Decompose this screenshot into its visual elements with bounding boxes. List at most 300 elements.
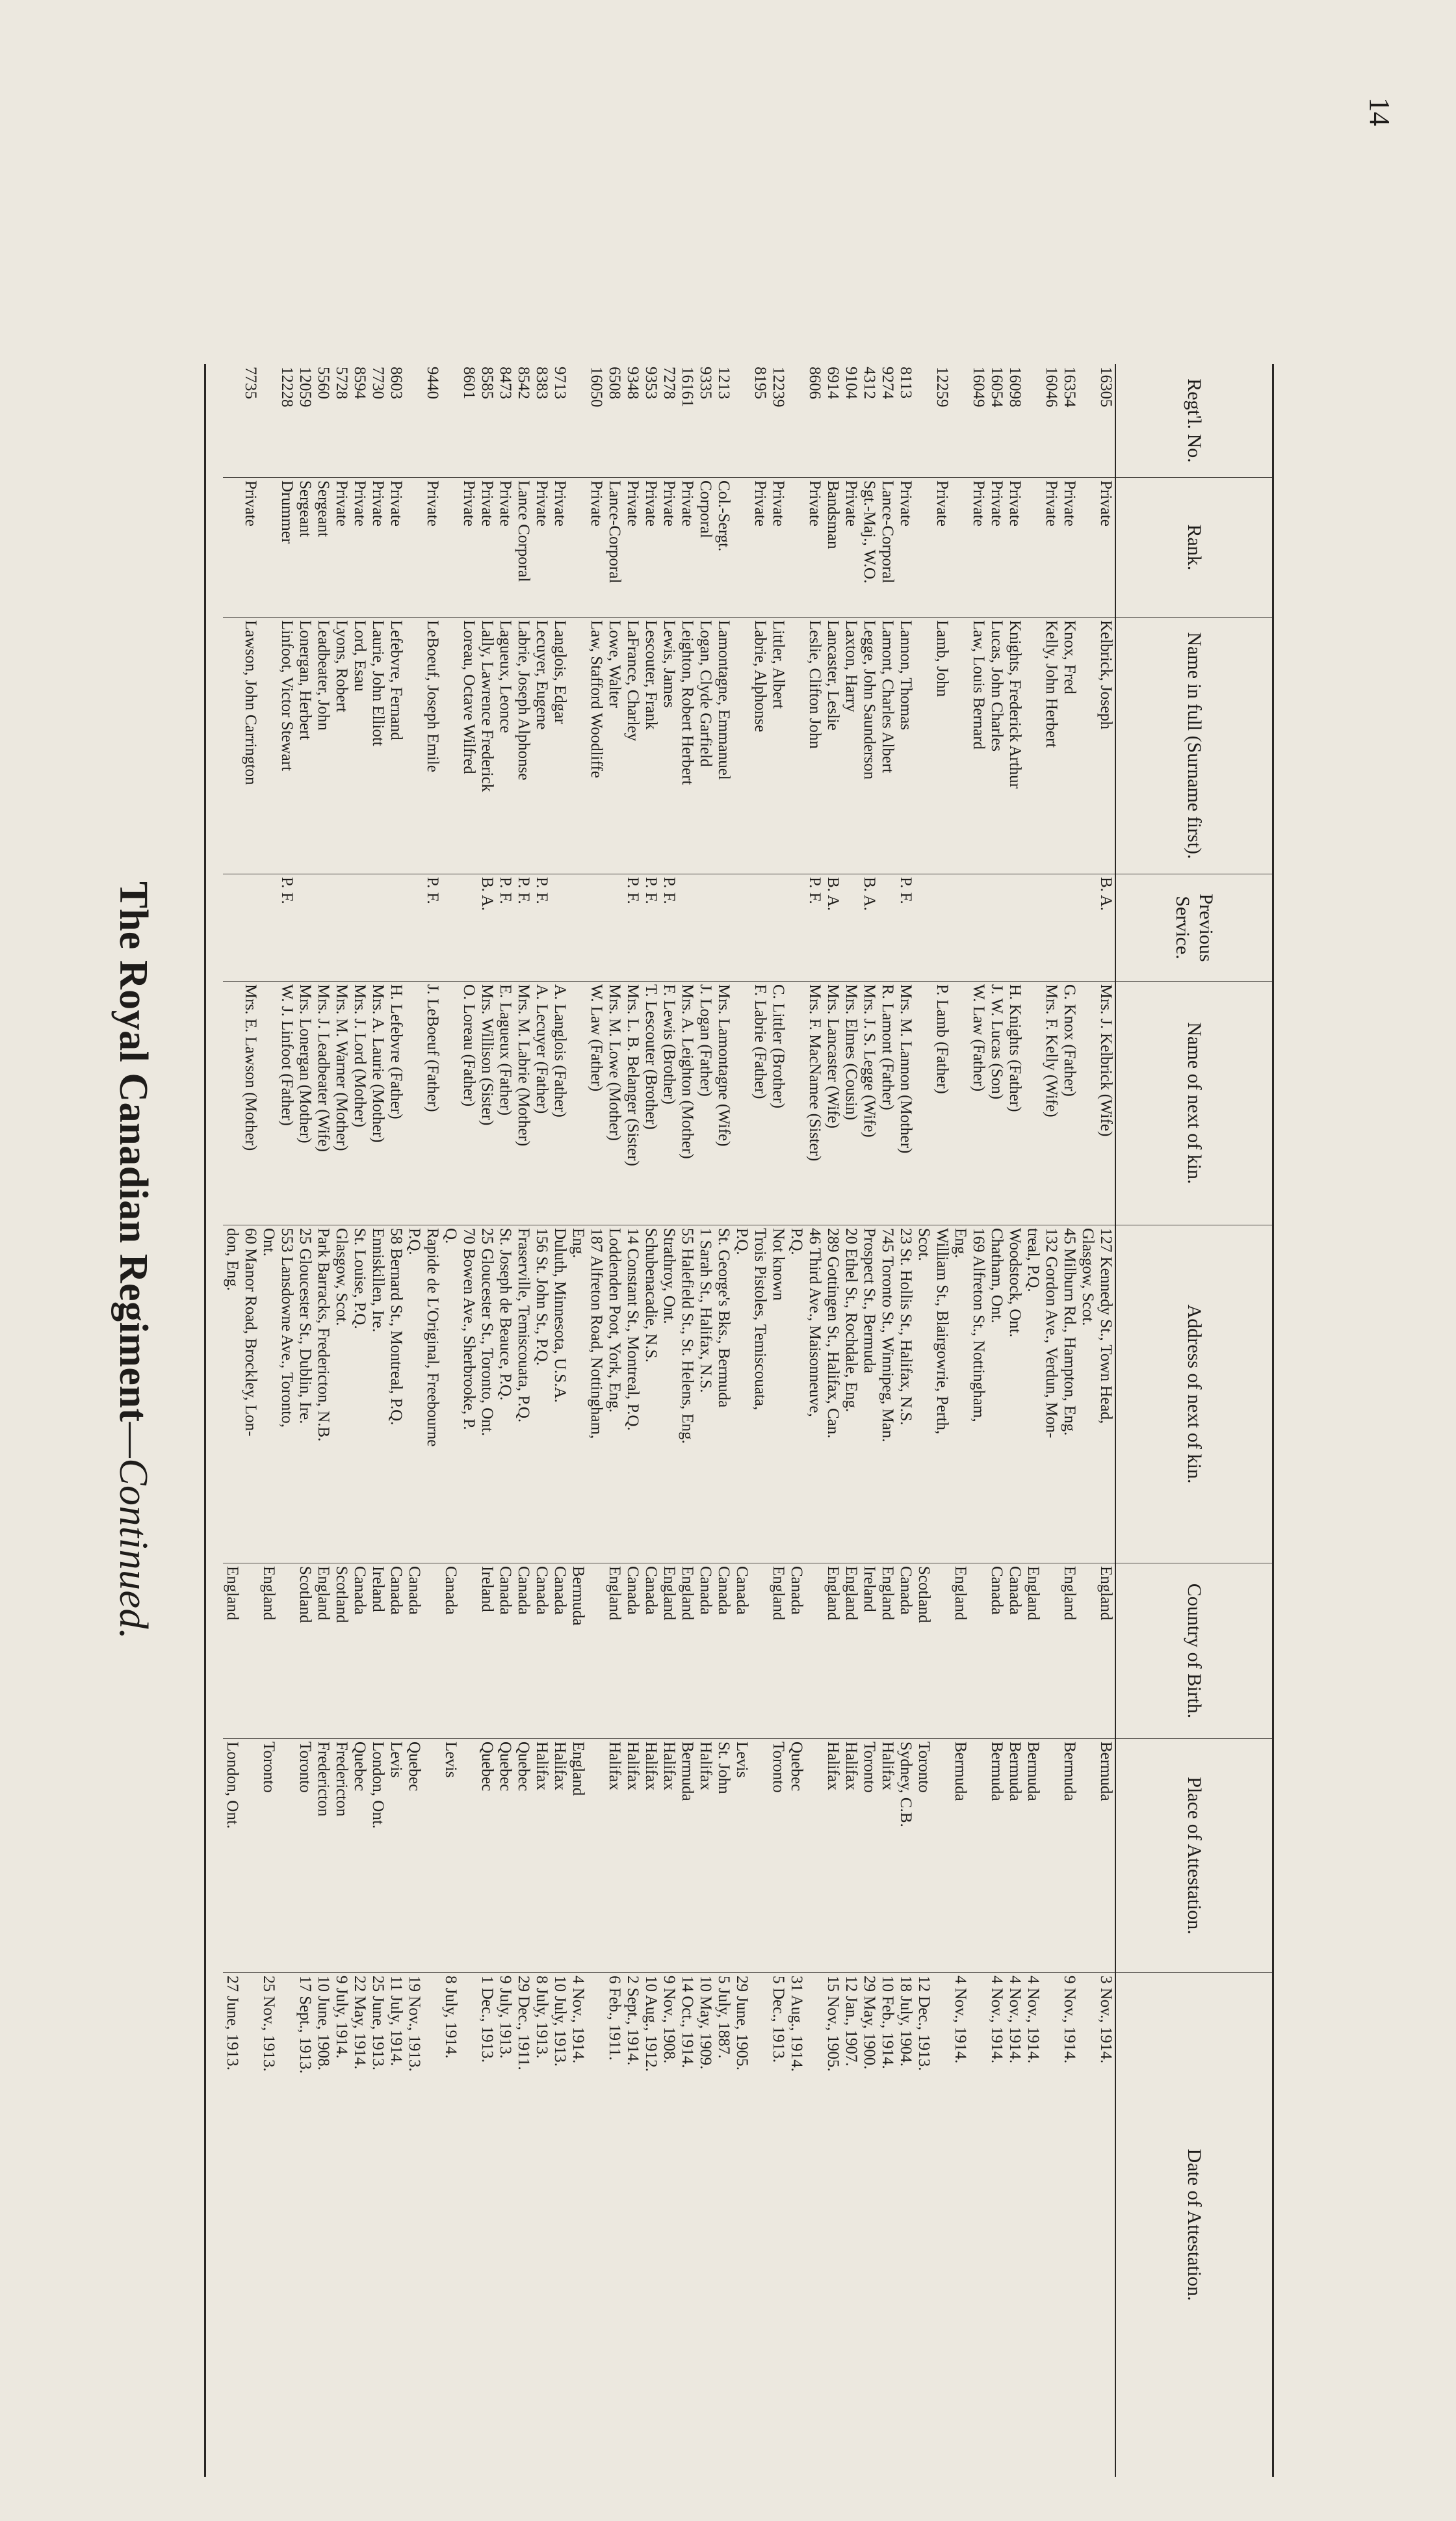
- col-country-cell: Canada: [987, 1563, 1006, 1739]
- col-place-cell: Levis: [733, 1739, 751, 1973]
- col-place-cell: Bermuda: [678, 1739, 696, 1973]
- col-place-cell: Halifax: [551, 1739, 569, 1973]
- col-name-cell: Lescouter, Frank: [642, 618, 660, 874]
- col-place-cell: [1042, 1739, 1060, 1973]
- col-name-cell: Lonergan, Herbert: [296, 618, 314, 874]
- col-regt-no-cell: [259, 364, 278, 478]
- col-date-cell: 4 Nov., 1914.: [952, 1976, 969, 2064]
- col-next-of-kin-cell: Mrs. A. Laurie (Mother): [369, 982, 387, 1225]
- col-next-of-kin-cell: [223, 982, 241, 1225]
- col-previous-service-cell: P. F.: [496, 874, 514, 982]
- col-next-of-kin-cell: H. Knights (Father): [1006, 982, 1024, 1225]
- col-regt-no-cell: 12259: [933, 364, 951, 478]
- col-previous-service-cell: B. A.: [860, 874, 878, 982]
- col-name-cell: Labrie, Alphonse: [751, 618, 769, 874]
- col-next-of-kin-cell: Mrs. F. Kelly (Wife): [1042, 982, 1060, 1225]
- col-next-of-kin-cell: H. Lefebvre (Father): [387, 982, 405, 1225]
- col-address-cell: Prospect St., Bermuda: [860, 1225, 878, 1563]
- col-rank-cell: [915, 478, 933, 618]
- col-place-cell: St. John: [714, 1739, 733, 1973]
- table-row: [478, 364, 496, 2477]
- col-name-cell: Lawson, John Carrington: [241, 618, 259, 874]
- col-address-cell: Not known: [769, 1225, 787, 1563]
- col-country-cell: Ireland: [369, 1563, 387, 1739]
- col-name-cell: [441, 618, 460, 874]
- col-country-cell: England: [605, 1563, 623, 1739]
- col-previous-service-cell: [787, 874, 805, 982]
- col-address-cell: St. Louise, P.Q.: [350, 1225, 369, 1563]
- col-rank-cell: Private: [532, 478, 551, 618]
- col-regt-no-cell: 9440: [423, 364, 441, 478]
- col-regt-no-cell: 7278: [660, 364, 678, 478]
- col-name-cell: [915, 618, 933, 874]
- col-name-cell: Lamont, Charles Albert: [878, 618, 896, 874]
- col-previous-service-cell: [951, 874, 969, 982]
- col-country-cell: Canada: [514, 1563, 532, 1739]
- col-place-cell: Toronto: [259, 1739, 278, 1973]
- col-regt-no-cell: [569, 364, 587, 478]
- col-date-cell: 18 July, 1904.: [897, 1976, 915, 2067]
- col-next-of-kin-cell: W. Law (Father): [587, 982, 605, 1225]
- col-date-cell: 9 July, 1914.: [333, 1976, 350, 2059]
- col-rank-cell: Private: [350, 478, 369, 618]
- col-regt-no-cell: 8195: [751, 364, 769, 478]
- col-address-cell: P.Q.: [787, 1225, 805, 1563]
- col-address-cell: 20 Ethel St., Rochdale, Eng.: [842, 1225, 860, 1563]
- col-address-cell: don, Eng.: [223, 1225, 241, 1563]
- col-date-cell: 9 Nov., 1908.: [660, 1976, 678, 2064]
- col-country-cell: Canada: [642, 1563, 660, 1739]
- col-date-cell: 29 May, 1900.: [861, 1976, 878, 2070]
- col-next-of-kin-cell: F. Lewis (Brother): [660, 982, 678, 1225]
- col-name-cell: Langlois, Edgar: [551, 618, 569, 874]
- col-rank-cell: Private: [678, 478, 696, 618]
- table-row: [878, 364, 896, 2477]
- col-regt-no-cell: 9335: [696, 364, 714, 478]
- col-next-of-kin-cell: W. J. Linfoot (Father): [278, 982, 296, 1225]
- table-row: [933, 364, 951, 2477]
- col-address-cell: 60 Manor Road, Brockley, Lon-: [241, 1225, 259, 1563]
- col-previous-service-cell: P. F.: [532, 874, 551, 982]
- table-row: [896, 364, 915, 2477]
- col-name-cell: [1078, 618, 1097, 874]
- table-row: [496, 364, 514, 2477]
- col-regt-no-cell: 5560: [314, 364, 332, 478]
- col-previous-service-cell: B. A.: [824, 874, 842, 982]
- col-next-of-kin-cell: [569, 982, 587, 1225]
- col-rank-cell: Private: [1006, 478, 1024, 618]
- col-previous-service-cell: [405, 874, 423, 982]
- col-date-cell: 10 Feb., 1914.: [879, 1976, 896, 2069]
- col-country-cell: [805, 1563, 824, 1739]
- col-place-cell: Halifax: [878, 1739, 896, 1973]
- col-regt-no-cell: [733, 364, 751, 478]
- col-name-cell: Laurie, John Elliott: [369, 618, 387, 874]
- col-next-of-kin-cell: Mrs. J. Kelbrick (Wife): [1097, 982, 1115, 1225]
- col-date-cell: 4 Nov., 1914.: [1024, 1976, 1042, 2064]
- col-rank-cell: Bandsman: [824, 478, 842, 618]
- col-next-of-kin-cell: E. Lagueux (Father): [496, 982, 514, 1225]
- col-previous-service-cell: [1078, 874, 1097, 982]
- col-rank-cell: Private: [987, 478, 1006, 618]
- col-date-cell: 11 July, 1914.: [387, 1976, 405, 2067]
- col-next-of-kin-cell: Mrs. M. Lannon (Mother): [896, 982, 915, 1225]
- col-next-of-kin-cell: [787, 982, 805, 1225]
- col-address-cell: 553 Lansdowne Ave., Toronto,: [278, 1225, 296, 1563]
- col-regt-no-cell: 8542: [514, 364, 532, 478]
- col-next-of-kin-cell: O. Loreau (Father): [460, 982, 478, 1225]
- table-row: [460, 364, 478, 2477]
- col-regt-no-cell: 8113: [896, 364, 915, 478]
- col-rank-cell: Lance Corporal: [514, 478, 532, 618]
- col-name-cell: Lefebvre, Fernand: [387, 618, 405, 874]
- col-country-cell: Canada: [496, 1563, 514, 1739]
- col-previous-service-cell: P. F.: [423, 874, 441, 982]
- col-next-of-kin-cell: Mrs. Willison (Sister): [478, 982, 496, 1225]
- col-previous-service-cell: [714, 874, 733, 982]
- col-next-of-kin-cell: Mrs. L. B. Belanger (Sister): [623, 982, 642, 1225]
- col-regt-no-cell: 16054: [987, 364, 1006, 478]
- col-place-cell: London, Ont.: [223, 1739, 241, 1973]
- col-place-cell: Halifax: [642, 1739, 660, 1973]
- col-country-cell: Ireland: [860, 1563, 878, 1739]
- col-place-cell: Bermuda: [1097, 1739, 1115, 1973]
- col-date-cell: 14 Oct., 1914.: [679, 1976, 696, 2069]
- col-place-cell: Halifax: [824, 1739, 842, 1973]
- col-next-of-kin-cell: Mrs. Elmes (Cousin): [842, 982, 860, 1225]
- table-row: [696, 364, 714, 2477]
- col-address-cell: 55 Halefield St., St. Helens, Eng.: [678, 1225, 696, 1563]
- col-previous-service-cell: [332, 874, 350, 982]
- table-row: [987, 364, 1006, 2477]
- table-row: [678, 364, 696, 2477]
- col-rank-cell: Private: [842, 478, 860, 618]
- table-row: [1006, 364, 1024, 2477]
- col-next-of-kin-cell: Mrs. Lamontagne (Wife): [714, 982, 733, 1225]
- table-row: [733, 364, 751, 2477]
- table-row: [423, 364, 441, 2477]
- col-country-cell: England: [951, 1563, 969, 1739]
- col-rank-cell: Drummer: [278, 478, 296, 618]
- col-name-cell: Lyons, Robert: [332, 618, 350, 874]
- col-address-cell: St. Joseph de Beauce, P.Q.: [496, 1225, 514, 1563]
- table-row: [824, 364, 842, 2477]
- col-address-cell: 132 Gordon Ave., Verdun, Mon-: [1042, 1225, 1060, 1563]
- col-place-cell: Toronto: [769, 1739, 787, 1973]
- col-country-cell: Canada: [696, 1563, 714, 1739]
- col-date-cell: 12 Dec., 1913.: [915, 1976, 933, 2071]
- col-place-cell: Quebec: [350, 1739, 369, 1973]
- col-next-of-kin-cell: T. Lescouter (Brother): [642, 982, 660, 1225]
- col-regt-no-cell: 8594: [350, 364, 369, 478]
- col-regt-no-cell: 16050: [587, 364, 605, 478]
- col-address-cell: 58 Bernard St., Montreal, P.Q.: [387, 1225, 405, 1563]
- col-regt-no-cell: 12228: [278, 364, 296, 478]
- table-row: [860, 364, 878, 2477]
- col-regt-no-cell: 6508: [605, 364, 623, 478]
- table-row: [569, 364, 587, 2477]
- col-next-of-kin-cell: Mrs. M. Labrie (Mother): [514, 982, 532, 1225]
- col-rank-cell: [1024, 478, 1042, 618]
- col-regt-no-cell: 4312: [860, 364, 878, 478]
- col-place-cell: England: [569, 1739, 587, 1973]
- table-row: [514, 364, 532, 2477]
- col-regt-no-cell: 8601: [460, 364, 478, 478]
- col-previous-service-cell: [551, 874, 569, 982]
- col-rank-cell: [405, 478, 423, 618]
- col-next-of-kin-cell: A. Lecuyer (Father): [532, 982, 551, 1225]
- col-address-cell: Glasgow, Scot.: [1078, 1225, 1097, 1563]
- col-date-cell: 8 July, 1914.: [442, 1976, 460, 2059]
- col-rank-cell: Private: [1097, 478, 1115, 618]
- col-country-cell: Canada: [350, 1563, 369, 1739]
- table-row: [769, 364, 787, 2477]
- col-date-cell: [969, 1973, 987, 2477]
- col-place-cell: [278, 1739, 296, 1973]
- col-name-cell: [223, 618, 241, 874]
- col-address-cell: 70 Bowen Ave., Sherbrooke, P.: [460, 1225, 478, 1563]
- table-row: [951, 364, 969, 2477]
- col-country-cell: Bermuda: [569, 1563, 587, 1739]
- col-country-cell: England: [769, 1563, 787, 1739]
- col-rank-cell: [787, 478, 805, 618]
- table-row: [278, 364, 296, 2477]
- col-country-cell: Scotland: [915, 1563, 933, 1739]
- col-previous-service-cell: [1042, 874, 1060, 982]
- table-row: [259, 364, 278, 2477]
- col-name-cell: Lewis, James: [660, 618, 678, 874]
- col-previous-service-cell: [1006, 874, 1024, 982]
- col-place-cell: Levis: [387, 1739, 405, 1973]
- col-place-cell: Halifax: [623, 1739, 642, 1973]
- table-row: [387, 364, 405, 2477]
- col-date-cell: 10 Aug., 1912.: [642, 1976, 660, 2072]
- col-rank-cell: [733, 478, 751, 618]
- col-regt-no-cell: 8585: [478, 364, 496, 478]
- col-address-cell: 46 Third Ave., Maisonneuve,: [805, 1225, 824, 1563]
- col-country-cell: Canada: [1006, 1563, 1024, 1739]
- col-date-cell: 25 Nov., 1913.: [260, 1976, 278, 2072]
- col-address-cell: 745 Toronto St., Winnipeg, Man.: [878, 1225, 896, 1563]
- col-address-cell: 169 Alfreton St., Nottingham,: [969, 1225, 987, 1563]
- table-row: [714, 364, 733, 2477]
- col-rank-cell: Private: [460, 478, 478, 618]
- col-previous-service-cell: [987, 874, 1006, 982]
- col-previous-service-cell: [369, 874, 387, 982]
- col-previous-service-cell: [605, 874, 623, 982]
- col-place-cell: Bermuda: [1024, 1739, 1042, 1973]
- col-date-cell: 10 May, 1909.: [697, 1976, 714, 2070]
- col-address-cell: St. George's Bks., Bermuda: [714, 1225, 733, 1563]
- col-next-of-kin-cell: Mrs. F. MacNamee (Sister): [805, 982, 824, 1225]
- col-date-cell: [587, 1973, 605, 2477]
- col-regt-no-cell: 7730: [369, 364, 387, 478]
- col-place-cell: Quebec: [496, 1739, 514, 1973]
- table-row: [623, 364, 642, 2477]
- col-date-cell: 29 June, 1905.: [733, 1976, 751, 2070]
- table-row: [296, 364, 314, 2477]
- col-address-cell: Trois Pistoles, Temiscouata,: [751, 1225, 769, 1563]
- col-name-cell: Knights, Frederick Arthur: [1006, 618, 1024, 874]
- col-name-cell: Lamontagne, Emmanuel: [714, 618, 733, 874]
- col-address-cell: 23 St. Hollis St., Halifax, N.S.: [896, 1225, 915, 1563]
- col-name-cell: Lowe, Walter: [605, 618, 623, 874]
- col-name-cell: LeBoeuf, Joseph Emile: [423, 618, 441, 874]
- col-regt-no-cell: 5728: [332, 364, 350, 478]
- header-col-regt-no: Regt'l. No.: [1116, 364, 1272, 478]
- col-regt-no-cell: 9274: [878, 364, 896, 478]
- col-date-cell: 5 Dec., 1913.: [770, 1976, 787, 2063]
- col-regt-no-cell: 9713: [551, 364, 569, 478]
- col-next-of-kin-cell: G. Knox (Father): [1060, 982, 1078, 1225]
- col-rank-cell: Private: [660, 478, 678, 618]
- header-col-rank: Rank.: [1116, 478, 1272, 618]
- col-name-cell: [787, 618, 805, 874]
- col-name-cell: Linfoot, Victor Stewart: [278, 618, 296, 874]
- col-country-cell: [278, 1563, 296, 1739]
- col-address-cell: Eng.: [569, 1225, 587, 1563]
- col-country-cell: Canada: [623, 1563, 642, 1739]
- col-previous-service-cell: [223, 874, 241, 982]
- col-place-cell: Toronto: [915, 1739, 933, 1973]
- col-country-cell: England: [660, 1563, 678, 1739]
- col-previous-service-cell: P. F.: [896, 874, 915, 982]
- table-row: [1078, 364, 1097, 2477]
- col-name-cell: Legge, John Saunderson: [860, 618, 878, 874]
- col-next-of-kin-cell: F. Labrie (Father): [751, 982, 769, 1225]
- col-rank-cell: Sgt.-Maj., W.O.: [860, 478, 878, 618]
- col-address-cell: 127 Kennedy St., Town Head,: [1097, 1225, 1115, 1563]
- col-date-cell: [751, 1973, 769, 2477]
- col-next-of-kin-cell: Mrs. E. Lawson (Mother): [241, 982, 259, 1225]
- col-name-cell: Lucas, John Charles: [987, 618, 1006, 874]
- table-row: [1097, 364, 1115, 2477]
- col-address-cell: P.Q.: [733, 1225, 751, 1563]
- col-place-cell: [241, 1739, 259, 1973]
- col-previous-service-cell: [1024, 874, 1042, 982]
- col-next-of-kin-cell: [1024, 982, 1042, 1225]
- col-address-cell: Rapide de L'Original, Freebourne: [423, 1225, 441, 1563]
- col-date-cell: 12 Jan., 1907.: [842, 1976, 860, 2067]
- col-address-cell: Scot.: [915, 1225, 933, 1563]
- col-rank-cell: Private: [478, 478, 496, 618]
- col-previous-service-cell: [878, 874, 896, 982]
- col-previous-service-cell: [915, 874, 933, 982]
- col-previous-service-cell: [569, 874, 587, 982]
- col-country-cell: Scotland: [332, 1563, 350, 1739]
- col-rank-cell: Private: [369, 478, 387, 618]
- col-previous-service-cell: P. F.: [642, 874, 660, 982]
- col-date-cell: 27 June, 1913.: [224, 1976, 241, 2070]
- col-next-of-kin-cell: [733, 982, 751, 1225]
- col-name-cell: Littler, Albert: [769, 618, 787, 874]
- col-rank-cell: Private: [241, 478, 259, 618]
- table-row: [441, 364, 460, 2477]
- col-previous-service-cell: [441, 874, 460, 982]
- col-regt-no-cell: 9348: [623, 364, 642, 478]
- col-previous-service-cell: [241, 874, 259, 982]
- col-place-cell: Quebec: [514, 1739, 532, 1973]
- col-previous-service-cell: B. A.: [478, 874, 496, 982]
- col-place-cell: Fredericton: [314, 1739, 332, 1973]
- col-address-cell: Strathroy, Ont.: [660, 1225, 678, 1563]
- col-place-cell: Halifax: [532, 1739, 551, 1973]
- col-regt-no-cell: 8603: [387, 364, 405, 478]
- col-rank-cell: Lance-Corporal: [605, 478, 623, 618]
- table-row: [532, 364, 551, 2477]
- col-address-cell: Park Barracks, Fredericton, N.B.: [314, 1225, 332, 1563]
- col-previous-service-cell: [387, 874, 405, 982]
- col-country-cell: Canada: [532, 1563, 551, 1739]
- col-country-cell: England: [1097, 1563, 1115, 1739]
- col-next-of-kin-cell: Mrs. Lancaster (Wife): [824, 982, 842, 1225]
- col-country-cell: Canada: [405, 1563, 423, 1739]
- col-previous-service-cell: P. F.: [623, 874, 642, 982]
- col-next-of-kin-cell: Mrs. J. Lord (Mother): [350, 982, 369, 1225]
- col-place-cell: Halifax: [696, 1739, 714, 1973]
- col-place-cell: [933, 1739, 951, 1973]
- col-address-cell: 45 Milburn Rd., Hampton, Eng.: [1060, 1225, 1078, 1563]
- col-country-cell: England: [1060, 1563, 1078, 1739]
- col-rank-cell: Private: [805, 478, 824, 618]
- col-date-cell: 5 July, 1887.: [715, 1976, 733, 2059]
- col-country-cell: [587, 1563, 605, 1739]
- col-previous-service-cell: [350, 874, 369, 982]
- page-title: [110, 0, 156, 2521]
- col-date-cell: 4 Nov., 1914.: [569, 1976, 587, 2064]
- col-place-cell: Quebec: [787, 1739, 805, 1973]
- col-date-cell: 22 May, 1914.: [351, 1976, 369, 2070]
- col-address-cell: Loddenden Poot, York, Eng.: [605, 1225, 623, 1563]
- table-header: [1115, 364, 1272, 2477]
- col-rank-cell: Col.-Sergt.: [714, 478, 733, 618]
- col-name-cell: Lannon, Thomas: [896, 618, 915, 874]
- col-rank-cell: [441, 478, 460, 618]
- col-rank-cell: Sergeant: [314, 478, 332, 618]
- col-place-cell: [423, 1739, 441, 1973]
- table-row: [842, 364, 860, 2477]
- col-address-cell: 1 Sarah St., Halifax, N.S.: [696, 1225, 714, 1563]
- col-regt-no-cell: 8473: [496, 364, 514, 478]
- col-name-cell: [405, 618, 423, 874]
- col-address-cell: 25 Gloucester St., Toronto, Ont.: [478, 1225, 496, 1563]
- col-name-cell: Leadbeater, John: [314, 618, 332, 874]
- col-rank-cell: [1078, 478, 1097, 618]
- col-rank-cell: Sergeant: [296, 478, 314, 618]
- col-place-cell: Bermuda: [1006, 1739, 1024, 1973]
- col-address-cell: Fraserville, Temiscouata, P.Q.: [514, 1225, 532, 1563]
- col-regt-no-cell: 16161: [678, 364, 696, 478]
- col-place-cell: Fredericton: [332, 1739, 350, 1973]
- col-previous-service-cell: [751, 874, 769, 982]
- col-place-cell: Bermuda: [951, 1739, 969, 1973]
- col-address-cell: Schubenacadie, N.S.: [642, 1225, 660, 1563]
- col-rank-cell: Private: [896, 478, 915, 618]
- col-name-cell: Loreau, Octave Wilfred: [460, 618, 478, 874]
- table-row: [805, 364, 824, 2477]
- col-regt-no-cell: [223, 364, 241, 478]
- col-previous-service-cell: [969, 874, 987, 982]
- col-country-cell: England: [223, 1563, 241, 1739]
- col-next-of-kin-cell: P. Lamb (Father): [933, 982, 951, 1225]
- col-regt-no-cell: 12059: [296, 364, 314, 478]
- table-row: [223, 364, 241, 2477]
- col-next-of-kin-cell: [915, 982, 933, 1225]
- col-country-cell: Canada: [787, 1563, 805, 1739]
- col-next-of-kin-cell: [259, 982, 278, 1225]
- col-date-cell: [1042, 1973, 1060, 2477]
- col-previous-service-cell: [296, 874, 314, 982]
